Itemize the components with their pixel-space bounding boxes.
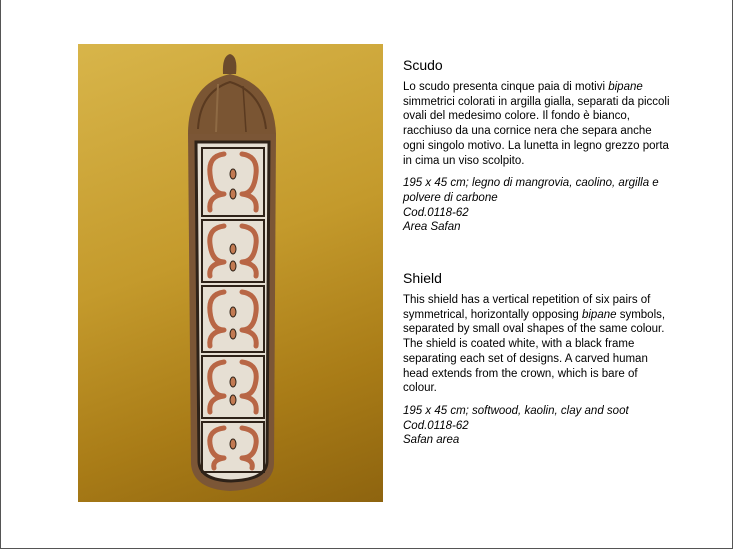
shield-photo <box>78 44 383 502</box>
italian-title: Scudo <box>403 57 443 73</box>
italian-area: Area Safan <box>403 221 461 234</box>
english-code: Cod.0118-62 <box>403 419 469 432</box>
italian-materials: 195 x 45 cm; legno di mangrovia, caolino, argilla e polvere di carbone <box>403 177 659 204</box>
english-title: Shield <box>403 270 442 286</box>
italian-body: Lo scudo presenta cinque paia di motivi bipane simmetrici colorati in argilla gialla, separati da piccoli ovali del medesimo colore. Il fondo è bianco, racchiuso da una cornice nera che separa anche ogni singolo motivo. La lunetta in legno grezzo porta in cima un viso scolpito. <box>403 81 670 167</box>
english-body: This shield has a vertical repetition of six pairs of symmetrical, horizontally opposing bipane symbols, separated by small oval shapes of the same colour. The shield is coated white, with a black frame separating each set of designs. A carved human head extends from the crown, which is bare of colour. <box>403 294 666 395</box>
italian-meta <box>403 176 673 235</box>
italian-description <box>403 57 673 235</box>
english-description <box>403 270 673 448</box>
english-meta <box>403 404 673 448</box>
english-materials: 195 x 45 cm; softwood, kaolin, clay and soot <box>403 404 629 417</box>
shield-illustration <box>78 44 383 502</box>
english-area: Safan area <box>403 434 460 447</box>
italian-code: Cod.0118-62 <box>403 206 469 219</box>
